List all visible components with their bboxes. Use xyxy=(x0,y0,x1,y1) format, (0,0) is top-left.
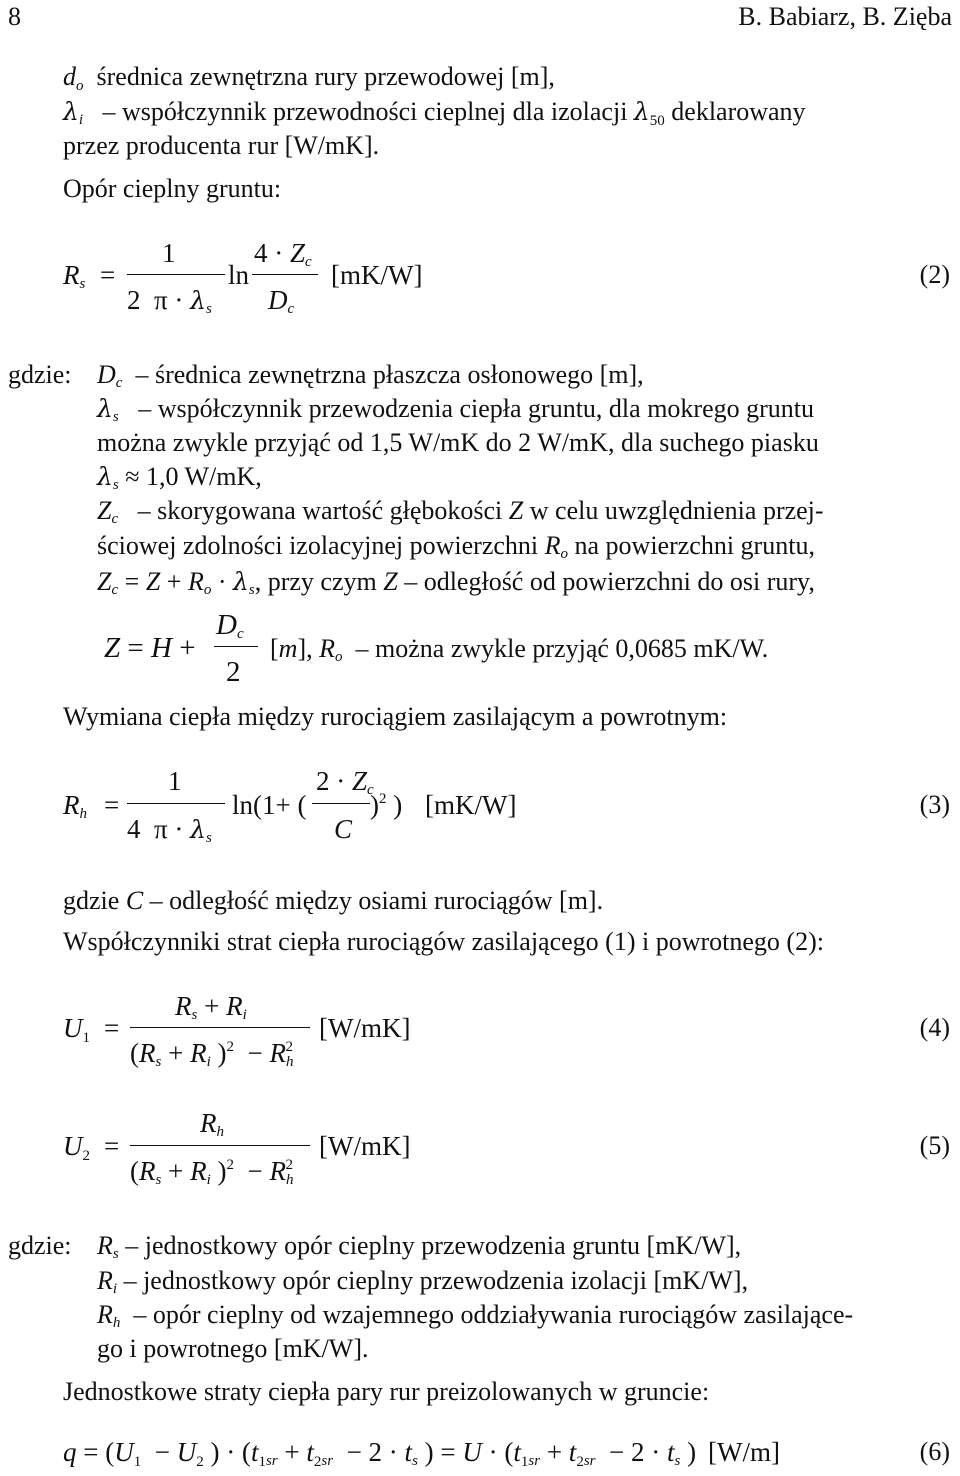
def-R-h-text: – opór cieplny od wzajemnego oddziaływania rurociągów zasilające- xyxy=(133,1300,854,1329)
def-Z-c-line3: Zc = Z + Ro · λs, przy czym Z – odległość od powierzchni do osi rury, xyxy=(97,567,815,598)
Z-unit-m: m xyxy=(278,634,298,663)
def-lambda-i-text: – współczynnik przewodności cieplnej dla izolacji xyxy=(102,97,628,126)
Z-unit-open: [ xyxy=(270,634,279,663)
def-Z-c-line2-text: ściowej zdolności izolacyjnej powierzchni xyxy=(97,531,539,560)
losses-heading: Jednostkowe straty ciepła pary rur preizolowanych w gruncie: xyxy=(63,1377,710,1406)
def-D-c: Dc – średnica zewnętrzna płaszcza osłonowego [m], xyxy=(97,360,644,391)
document-page: 8 B. Babiarz, B. Zięba $d_o$ średnica zewnętrzna rury przewodowej [m], λi – współczynnik przewodności cieplnej dla izolacji $\lambda_{50}$ deklarowany przez producenta rur [W/mK]. Opór cieplny gruntu: Rs = 1 2 π · λs ln 4 · Zc Dc [mK/W] (2) gdzie: Dc – średnica zewnętrzna płaszcza osłonowego [m], λs – współczynnik przewodzenia ciepła gruntu, dla mokrego gruntu można zwykle przyjąć od 1,5 W/mK do 2 W/mK, dla suchego piasku λs ≈ 1,0 W/mK, Zc – skorygowana wartość głębokości Z w celu uwzględnienia przej- ściowej zdolności izolacyjnej powierzchni Ro na powierzchni gruntu, Zc = Z + Ro · λs, przy czym Z – odległość od powierzchni do osi rury, Z = H + Dc 2 [m], Ro – można zwykle przyjąć 0,0685 mK/W. Wymiana ciepła między rurociągiem zasilającym a powrotnym: Rh = 1 4 π · λs ln(1+ ( 2 · Zc C )$^2$ ) [mK/W] (3) gdzie C – odległość między osiami rurociągów [m]. Współczynniki strat ciepła rurociągów zasilającego (1) i powrotnego (2): $U_1$ = Rs + Ri (Rs + Ri )$^2 - Rh^2$ [W/mK] (4) $U_2$ = Rh (Rs + Ri )$^2 - Rh^2$ [W/mK] (5) gdzie: Rs – jednostkowy opór cieplny przewodzenia gruntu [mK/W], Ri – jednostkowy opór cieplny przewodzenia izolacji [mK/W], Rh – opór cieplny od wzajemnego oddziaływania rurociągów zasilające- go i powrotnego [mK/W]. Jednostkowe straty ciepła pary rur preizolowanych w gruncie: $q = (U_1 - U_2$ ) · ($t_1sr + t_2sr - 2$ · ts ) = $U \cdot (t_1sr + t_2sr - 2$ · ts ) [W/m] (6) xyxy=(8,2,952,1470)
Z-unit-close: ], xyxy=(297,634,313,663)
gdzie-label-2: gdzie: xyxy=(8,1231,72,1260)
def-Z-c-line2-end: na powierzchni gruntu, xyxy=(574,531,815,560)
def-Z-c-line2: ściowej zdolności izolacyjnej powierzchni Ro na powierzchni gruntu, xyxy=(97,531,815,562)
def-lambda-s-line2: można zwykle przyjąć od 1,5 W/mK do 2 W/mK, dla suchego piasku xyxy=(97,428,819,457)
Z-unit-and-R-o: [m], Ro – można zwykle przyjąć 0,0685 mK/W. xyxy=(270,634,769,665)
def-Z-c: Zc – skorygowana wartość głębokości Z w celu uwzględnienia przej- xyxy=(97,496,824,527)
eq4-unit: [W/mK] xyxy=(319,1013,411,1043)
R-o-text: – można zwykle przyjąć 0,0685 mK/W. xyxy=(355,634,769,663)
eq4-number: (4) xyxy=(919,1013,950,1042)
def-lambda-s: λs – współczynnik przewodzenia ciepła gruntu, dla mokrego gruntu xyxy=(97,394,814,425)
def-Z-c-line3-end: – odległość od powierzchni do osi rury, xyxy=(404,567,815,596)
eq6-unit: [W/m] xyxy=(708,1437,780,1467)
soil-resistance-heading: Opór cieplny gruntu: xyxy=(63,174,282,203)
eq3-number: (3) xyxy=(919,790,950,819)
def-lambda-s-line3: λs ≈ 1,0 W/mK, xyxy=(97,462,262,493)
def-lambda-i: λi – współczynnik przewodności cieplnej dla izolacji $\lambda_{50}$ deklarowany xyxy=(63,97,806,129)
exchange-heading: Wymiana ciepła między rurociągiem zasilającym a powrotnym: xyxy=(63,702,728,731)
running-header-authors: B. Babiarz, B. Zięba xyxy=(738,2,952,31)
def-lambda-s-line3-text: 1,0 W/mK, xyxy=(145,462,262,491)
coeff-heading: Współczynniki strat ciepła rurociągów zasilającego (1) i powrotnego (2): xyxy=(63,927,824,956)
eq6-number: (6) xyxy=(919,1437,950,1466)
def-R-i: Ri – jednostkowy opór cieplny przewodzenia izolacji [mK/W], xyxy=(97,1266,749,1297)
gdzie-label-1: gdzie: xyxy=(8,360,72,389)
def-Z-c-end: w celu uwzględnienia przej- xyxy=(529,496,824,525)
def-R-i-text: – jednostkowy opór cieplny przewodzenia izolacji [mK/W], xyxy=(123,1266,749,1295)
def-d-o-text: średnica zewnętrzna rury przewodowej [m], xyxy=(96,62,555,91)
def-C: gdzie C – odległość między osiami rurociągów [m]. xyxy=(63,886,604,915)
eq5-number: (5) xyxy=(919,1131,950,1160)
eq2-unit: [mK/W] xyxy=(331,260,423,290)
def-R-h: Rh – opór cieplny od wzajemnego oddziaływania rurociągów zasilające- xyxy=(97,1300,854,1331)
def-Z-c-text: – skorygowana wartość głębokości xyxy=(137,496,503,525)
eq3-unit: [mK/W] xyxy=(425,790,517,820)
def-lambda-s-text: – współczynnik przewodzenia ciepła gruntu, dla mokrego gruntu xyxy=(138,394,814,423)
def-R-s: Rs – jednostkowy opór cieplny przewodzenia gruntu [mK/W], xyxy=(97,1231,742,1262)
def-C-prefix: gdzie xyxy=(63,886,120,915)
def-d-o: $d_o$ średnica zewnętrzna rury przewodowej [m], xyxy=(63,62,555,94)
def-C-text: – odległość między osiami rurociągów [m]. xyxy=(149,886,604,915)
def-lambda-i-line2: przez producenta rur [W/mK]. xyxy=(63,131,380,160)
def-R-s-text: – jednostkowy opór cieplny przewodzenia gruntu [mK/W], xyxy=(125,1231,742,1260)
def-D-c-text: – średnica zewnętrzna płaszcza osłonowego [m], xyxy=(135,360,644,389)
def-lambda-i-end: deklarowany xyxy=(671,97,806,126)
eq5-unit: [W/mK] xyxy=(319,1131,411,1161)
eq2-number: (2) xyxy=(919,260,950,289)
def-Z-c-line3-text: , przy czym xyxy=(254,567,377,596)
page-number: 8 xyxy=(8,2,21,31)
def-R-h-line2: go i powrotnego [mK/W]. xyxy=(97,1334,369,1363)
